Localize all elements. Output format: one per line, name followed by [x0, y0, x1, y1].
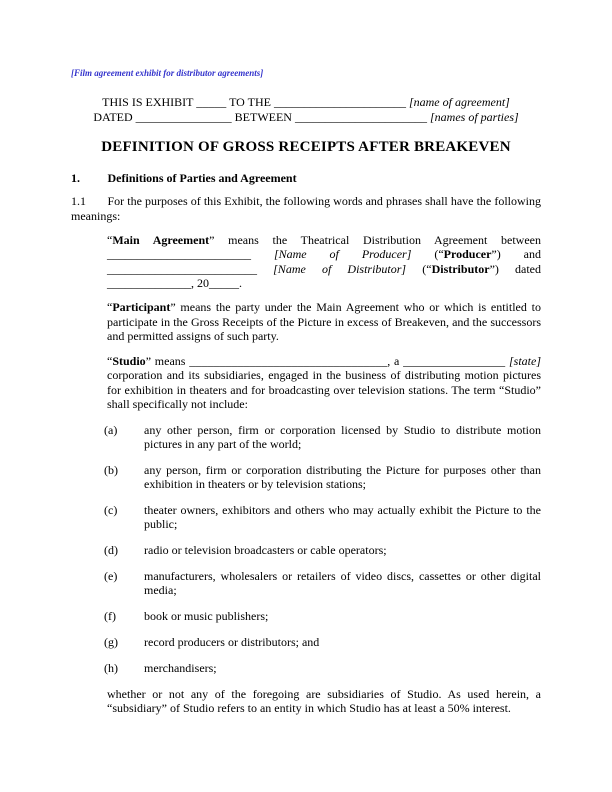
list-item-text: any other person, firm or corporation licensed by Studio to distribute motion pictures in any part of the world; [144, 422, 541, 452]
exhibit-line-2: DATED ________________ BETWEEN ______________________ [names of parties] [93, 109, 519, 124]
list-item-g [71, 635, 541, 649]
list-item-c [71, 503, 541, 532]
list-item-a [71, 423, 541, 452]
list-item-h [71, 661, 541, 675]
list-item-d [71, 543, 541, 557]
list-item-label: (d) [104, 543, 118, 558]
section-heading-text: Definitions of Parties and Agreement [107, 171, 297, 186]
clause-1-1 [71, 194, 541, 223]
list-item-label: (c) [104, 503, 118, 518]
list-item-text: merchandisers; [144, 660, 217, 675]
list-item-text: manufacturers, wholesalers or retailers of video discs, cassettes or other digital media; [144, 568, 541, 598]
list-item-label: (h) [104, 660, 118, 675]
definition-studio: “Studio” means _________________________________, a _________________ [state] corporation and its subsidiaries, engaged in the business of distributing motion pictures for exhibition in theaters and for broadcasting over television stations. The term “Studio” shall specifically not include: [107, 354, 541, 412]
clause-number: 1.1 [71, 194, 86, 209]
list-item-text: record producers or distributors; and [144, 634, 320, 649]
list-item-label: (b) [104, 462, 118, 477]
list-item-text: theater owners, exhibitors and others who may actually exhibit the Picture to the public; [144, 503, 541, 532]
section-1-heading [71, 171, 541, 185]
drafting-note: [Film agreement exhibit for distributor agreements] [71, 68, 264, 78]
closing-paragraph: whether or not any of the foregoing are subsidiaries of Studio. As used herein, a “subsidiary” of Studio refers to an entity in which Studio has at least a 50% interest. [107, 686, 541, 716]
document-title: DEFINITION OF GROSS RECEIPTS AFTER BREAKEVEN [101, 139, 511, 156]
section-number: 1. [71, 171, 80, 186]
studio-exclusion-list [71, 423, 541, 675]
list-item-b [71, 463, 541, 492]
list-item-text: radio or television broadcasters or cable operators; [144, 543, 387, 558]
definition-participant: “Participant” means the party under the Main Agreement who or which is entitled to participate in the Gross Receipts of the Picture in excess of Breakeven, and the successors and permitted assigns of such party. [107, 300, 541, 343]
list-item-text: any person, firm or corporation distributing the Picture for purposes other than exhibition in theaters or by television stations; [144, 462, 541, 492]
definition-main-agreement: “Main Agreement” means the Theatrical Distribution Agreement between ________________________ [Name of Producer] (“Producer”) and _________________________ [Name of Distributor] (“Distributor”) dated ______________, 20_____. [107, 233, 542, 290]
list-item-f [71, 609, 541, 623]
list-item-e [71, 569, 541, 598]
exhibit-line-1: THIS IS EXHIBIT _____ TO THE ______________________ [name of agreement] [102, 95, 510, 109]
list-item-label: (a) [104, 422, 118, 437]
exhibit-identification-block [71, 95, 541, 124]
list-item-text: book or music publishers; [144, 609, 269, 624]
list-item-label: (g) [104, 634, 118, 649]
list-item-label: (e) [104, 568, 118, 583]
list-item-label: (f) [104, 609, 116, 624]
clause-text: For the purposes of this Exhibit, the following words and phrases shall have the following meanings: [71, 194, 541, 223]
